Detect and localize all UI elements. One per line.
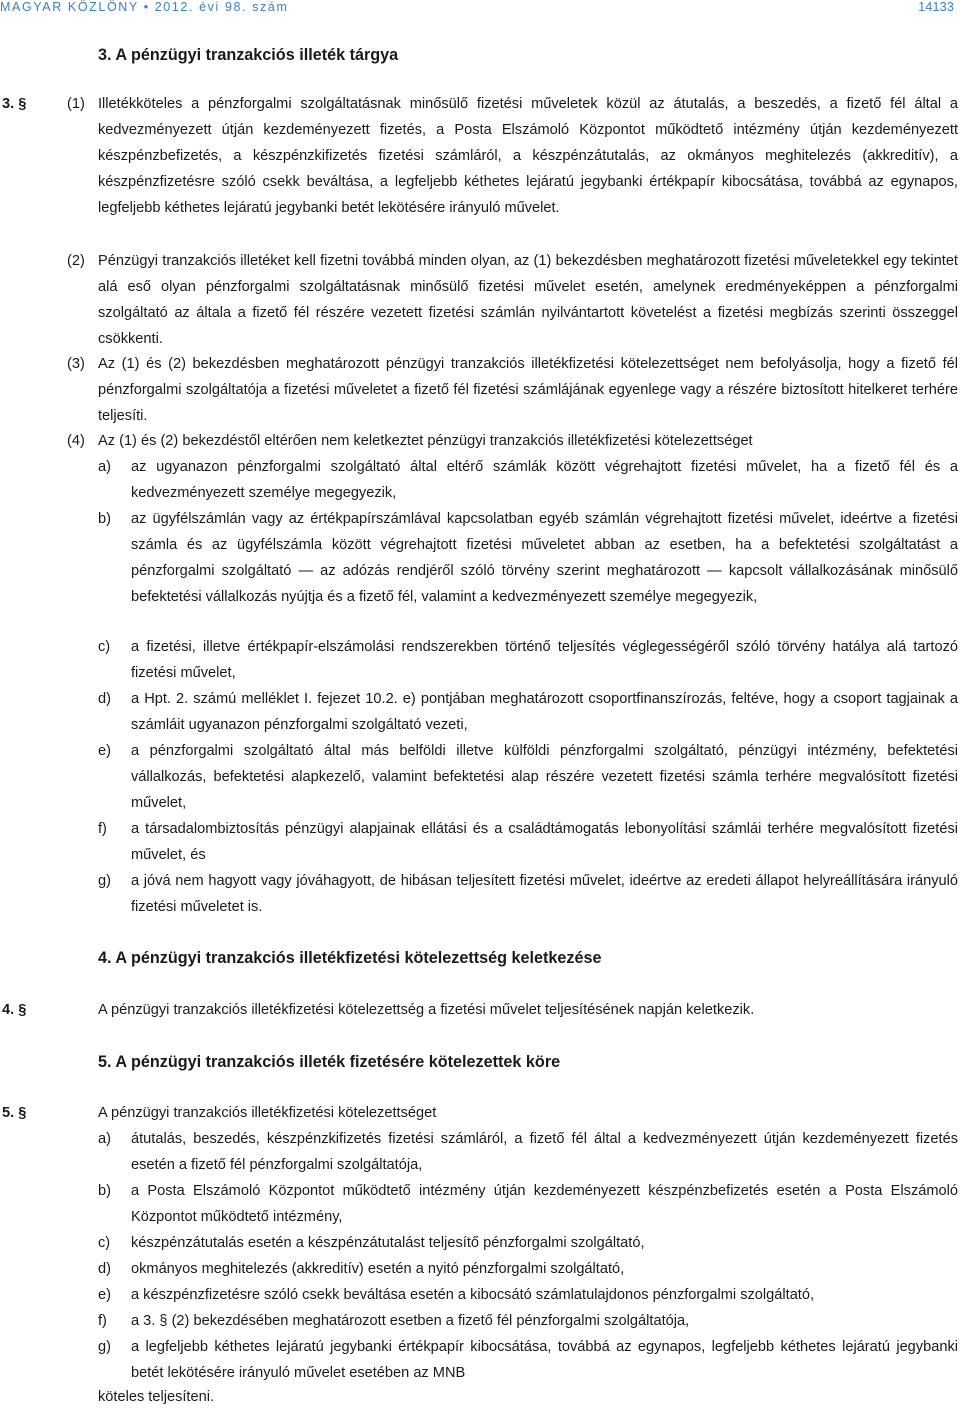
list-item-text: a Hpt. 2. számú melléklet I. fejezet 10.2. e) pontjában meghatározott csoportfinanszírozás, feltéve, hogy a csoport tagjainak a számláit ugyanazon pénzforgalmi szolgáltató vezeti, xyxy=(131,691,958,733)
list-item xyxy=(98,816,958,868)
subsection-3-3 xyxy=(67,351,958,429)
section-5-heading: 5. A pénzügyi tranzakciós illeték fizetésére kötelezettek köre xyxy=(98,1053,561,1071)
list-item xyxy=(98,506,958,610)
subsection-number: (3) xyxy=(67,356,85,372)
list-item-label: e) xyxy=(98,743,111,759)
subsection-text: Pénzügyi tranzakciós illetéket kell fizetni továbbá minden olyan, az (1) bekezdésben meghatározott fizetési műveletekkel egy tekintet alá eső olyan pénzforgalmi szolgáltatásnak minősülő fizetési művelet esetén, amelynek eredményeképpen a pénzforgalmi szolgáltató az általa a fizető fél részére vezetett fizetési számlán nyilvántartott követelést a fizetési megbízás szerinti összeggel csökkenti. xyxy=(98,253,958,347)
list-item xyxy=(98,1126,958,1178)
paragraph-5-intro: A pénzügyi tranzakciós illetékfizetési kötelezettséget xyxy=(98,1105,437,1121)
list-item xyxy=(98,1308,958,1334)
list-item-text: a legfeljebb kéthetes lejáratú jegybanki értékpapír kibocsátása, továbbá az egynapos, legfeljebb kéthetes lejáratú jegybanki betét lekötésére irányuló művelet esetében az MNB xyxy=(131,1339,958,1381)
list-item-label: e) xyxy=(98,1287,111,1303)
subsection-number: (4) xyxy=(67,433,85,449)
journal-title: MAGYAR KÖZLÖNY • 2012. évi 98. szám xyxy=(0,0,289,14)
list-item-label: d) xyxy=(98,691,111,707)
list-item xyxy=(98,868,958,920)
list-item-text: a társadalombiztosítás pénzügyi alapjainak ellátási és a családtámogatás lebonyolítási számlái terhére megvalósított fizetési művelet, és xyxy=(131,821,958,863)
list-item-label: a) xyxy=(98,1131,111,1147)
list-item xyxy=(98,634,958,686)
list-item xyxy=(98,454,958,506)
list-item-label: b) xyxy=(98,511,111,527)
list-item-label: c) xyxy=(98,639,111,655)
section-3-heading: 3. A pénzügyi tranzakciós illeték tárgya xyxy=(98,46,399,64)
subsection-3-2 xyxy=(67,248,958,352)
list-item-text: a fizetési, illetve értékpapír-elszámolási rendszerekben történő teljesítés véglegességéről szóló törvény hatálya alá tartozó fizetési művelet, xyxy=(131,639,958,681)
list-item-label: f) xyxy=(98,821,107,837)
page-number: 14133 xyxy=(918,0,954,14)
list-item xyxy=(98,738,958,816)
subsection-text: Illetékköteles a pénzforgalmi szolgáltatásnak minősülő fizetési műveletek közül az átutalás, a beszedés, a fizető fél által a kedvezményezett útján kezdeményezett fizetés, a Posta Elszámoló Központot működtető intézmény útján kezdeményezett készpénzbefizetés, a készpénzkifizetés fizetési számláról, a készpénzátutalás, az okmányos meghitelezés (akkreditív), a készpénzfizetésre szóló csekk beváltása, a legfeljebb kéthetes lejáratú jegybanki értékpapír kibocsátása, továbbá az egynapos, legfeljebb kéthetes lejáratú jegybanki betét lekötésére irányuló művelet. xyxy=(98,96,958,216)
list-item-text: a pénzforgalmi szolgáltató által más belföldi illetve külföldi pénzforgalmi szolgáltató, pénzügyi intézmény, befektetési vállalkozás, befektetési alapkezelő, valamint befektetési alap részére vezetett fizetési számla terhére megvalósított fizetési művelet, xyxy=(131,743,958,811)
list-item xyxy=(98,1334,958,1386)
list-item-text: az ugyanazon pénzforgalmi szolgáltató által eltérő számlák között végrehajtott fizetési művelet, ha a fizető fél és a kedvezményezett személye megegyezik, xyxy=(131,459,958,501)
paragraph-4-number: 4. § xyxy=(2,1002,27,1018)
section-4-heading: 4. A pénzügyi tranzakciós illetékfizetési kötelezettség keletkezése xyxy=(98,949,602,967)
list-item-text: készpénzátutalás esetén a készpénzátutalást teljesítő pénzforgalmi szolgáltató, xyxy=(131,1235,645,1251)
list-item-label: a) xyxy=(98,459,111,475)
paragraph-5-closing: köteles teljesíteni. xyxy=(98,1389,215,1405)
subsection-3-4 xyxy=(67,428,958,454)
subsection-text: Az (1) és (2) bekezdéstől eltérően nem keletkeztet pénzügyi tranzakciós illetékfizetési kötelezettséget xyxy=(98,433,753,449)
list-item xyxy=(98,1178,958,1230)
list-item xyxy=(98,1282,958,1308)
subsection-3-1 xyxy=(67,91,958,221)
paragraph-3-number: 3. § xyxy=(2,96,27,112)
list-item xyxy=(98,1230,958,1256)
list-item-label: g) xyxy=(98,873,111,889)
list-item xyxy=(98,686,958,738)
list-item-label: f) xyxy=(98,1313,107,1329)
list-item-text: a Posta Elszámoló Központot működtető intézmény útján kezdeményezett készpénzbefizetés esetén a Posta Elszámoló Központot működtető intézmény, xyxy=(131,1183,958,1225)
subsection-number: (2) xyxy=(67,253,85,269)
list-item-label: g) xyxy=(98,1339,111,1355)
list-item-label: c) xyxy=(98,1235,111,1251)
paragraph-4-text: A pénzügyi tranzakciós illetékfizetési kötelezettség a fizetési művelet teljesítésének napján keletkezik. xyxy=(98,1002,755,1018)
list-item-label: d) xyxy=(98,1261,111,1277)
list-item-text: a 3. § (2) bekezdésében meghatározott esetben a fizető fél pénzforgalmi szolgáltatója, xyxy=(131,1313,690,1329)
subsection-text: Az (1) és (2) bekezdésben meghatározott pénzügyi tranzakciós illetékfizetési kötelezettséget nem befolyásolja, hogy a fizető fél pénzforgalmi szolgáltatója a fizetési műveletet a fizető fél fizetési számlájának egyenlege vagy a részére biztosított hitelkeret terhére teljesíti. xyxy=(98,356,958,424)
list-item xyxy=(98,1256,958,1282)
running-header xyxy=(0,0,960,14)
list-item-text: átutalás, beszedés, készpénzkifizetés fizetési számláról, a fizető fél által a kedvezményezett útján kezdeményezett fizetés esetén a fizető fél pénzforgalmi szolgáltatója, xyxy=(131,1131,958,1173)
list-item-label: b) xyxy=(98,1183,111,1199)
list-item-text: a készpénzfizetésre szóló csekk beváltása esetén a kibocsátó számlatulajdonos pénzforgalmi szolgáltató, xyxy=(131,1287,815,1303)
list-item-text: a jóvá nem hagyott vagy jóváhagyott, de hibásan teljesített fizetési művelet, ideértve az eredeti állapot helyreállítására irányuló fizetési műveletet is. xyxy=(131,873,958,915)
paragraph-5-number: 5. § xyxy=(2,1105,27,1121)
list-item-text: az ügyfélszámlán vagy az értékpapírszámlával kapcsolatban egyéb számlán végrehajtott fizetési művelet, ideértve a fizetési számla és az ügyfélszámla között végrehajtott fizetési műveletet abban az esetben, ha a befektetési szolgáltatást a pénzforgalmi szolgáltató — az adózás rendjéről szóló törvény szerint meghatározott — kapcsolt vállalkozásának minősülő befektetési vállalkozás nyújtja és a fizető fél, valamint a kedvezményezett személye megegyezik, xyxy=(131,511,958,605)
subsection-number: (1) xyxy=(67,96,85,112)
list-item-text: okmányos meghitelezés (akkreditív) esetén a nyitó pénzforgalmi szolgáltató, xyxy=(131,1261,625,1277)
